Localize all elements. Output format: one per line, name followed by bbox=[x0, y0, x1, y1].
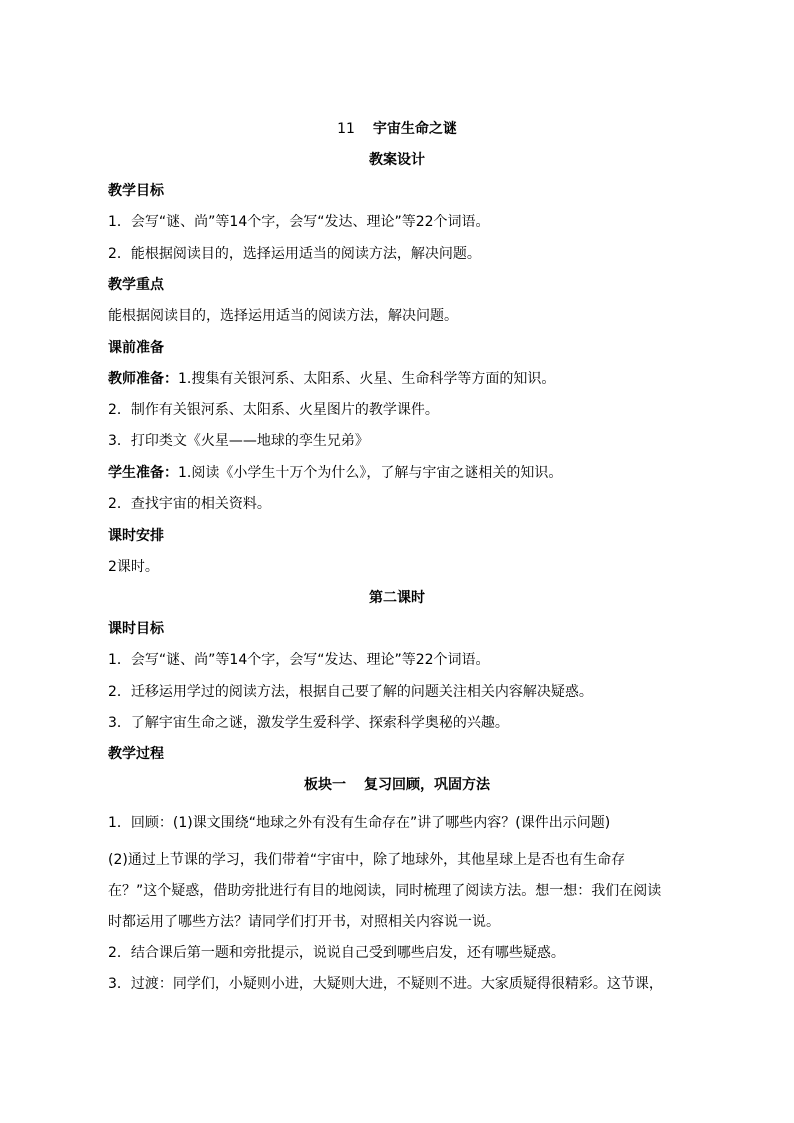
heading-process: 教学过程 bbox=[108, 746, 164, 762]
process-step-3: 3．过渡：同学们，小疑则小进，大疑则大进，不疑则不进。大家质疑得很精彩。这节课， bbox=[108, 976, 663, 992]
lesson-goal-2: 2．迁移运用学过的阅读方法，根据自己要了解的问题关注相关内容解决疑惑。 bbox=[108, 684, 593, 700]
student-prep-text-1: 1.阅读《小学生十万个为什么》，了解与宇宙之谜相关的知识。 bbox=[178, 465, 563, 481]
key-point-1: 能根据阅读目的，选择运用适当的阅读方法，解决问题。 bbox=[108, 308, 458, 324]
goal-item-1: 1．会写“谜、尚”等14个字，会写“发达、理论”等22个词语。 bbox=[108, 214, 490, 230]
teacher-prep-text-1: 1.搜集有关银河系、太阳系、火星、生命科学等方面的知识。 bbox=[178, 371, 556, 387]
teacher-prep-2: 2．制作有关银河系、太阳系、火星图片的教学课件。 bbox=[108, 402, 439, 418]
teacher-prep-1 bbox=[108, 368, 738, 390]
block-heading bbox=[0, 774, 794, 796]
block-name: 板块一 bbox=[304, 777, 346, 793]
schedule-text: 2课时。 bbox=[108, 559, 159, 575]
teacher-prep-3: 3．打印类文《火星——地球的孪生兄弟》 bbox=[108, 433, 369, 449]
student-prep-label: 学生准备： bbox=[108, 465, 178, 481]
process-step-2: 2．结合课后第一题和旁批提示，说说自己受到哪些启发，还有哪些疑惑。 bbox=[108, 945, 565, 961]
heading-teaching-goals: 教学目标 bbox=[108, 183, 164, 199]
heading-schedule: 课时安排 bbox=[108, 528, 164, 544]
heading-key-points: 教学重点 bbox=[108, 277, 164, 293]
teacher-prep-label: 教师准备： bbox=[108, 371, 178, 387]
heading-preparation: 课前准备 bbox=[108, 340, 164, 356]
process-step-1b-line-3: 时都运用了哪些方法？请同学们打开书，对照相关内容说一说。 bbox=[108, 914, 500, 930]
document-title bbox=[0, 118, 794, 140]
student-prep-2: 2．查找宇宙的相关资料。 bbox=[108, 496, 271, 512]
process-step-1: 1．回顾：(1)课文围绕“地球之外有没有生命存在”讲了哪些内容？(课件出示问题) bbox=[108, 815, 611, 831]
heading-lesson-goals: 课时目标 bbox=[108, 621, 164, 637]
lesson-goal-3: 3．了解宇宙生命之谜，激发学生爱科学、探索科学奥秘的兴趣。 bbox=[108, 715, 509, 731]
title-number: 11 bbox=[337, 121, 355, 137]
lesson-heading: 第二课时 bbox=[369, 590, 425, 606]
student-prep-1 bbox=[108, 462, 738, 484]
block-title: 复习回顾，巩固方法 bbox=[364, 777, 490, 793]
document-subtitle: 教案设计 bbox=[369, 152, 425, 168]
process-step-1b-line-2: 在？”这个疑惑，借助旁批进行有目的地阅读，同时梳理了阅读方法。想一想：我们在阅读 bbox=[108, 883, 662, 899]
title-text: 宇宙生命之谜 bbox=[372, 121, 457, 137]
process-step-1b-line-1: (2)通过上节课的学习，我们带着“宇宙中，除了地球外，其他星球上是否也有生命存 bbox=[108, 852, 626, 868]
lesson-goal-1: 1．会写“谜、尚”等14个字，会写“发达、理论”等22个词语。 bbox=[108, 652, 490, 668]
goal-item-2: 2．能根据阅读目的，选择运用适当的阅读方法，解决问题。 bbox=[108, 246, 481, 262]
